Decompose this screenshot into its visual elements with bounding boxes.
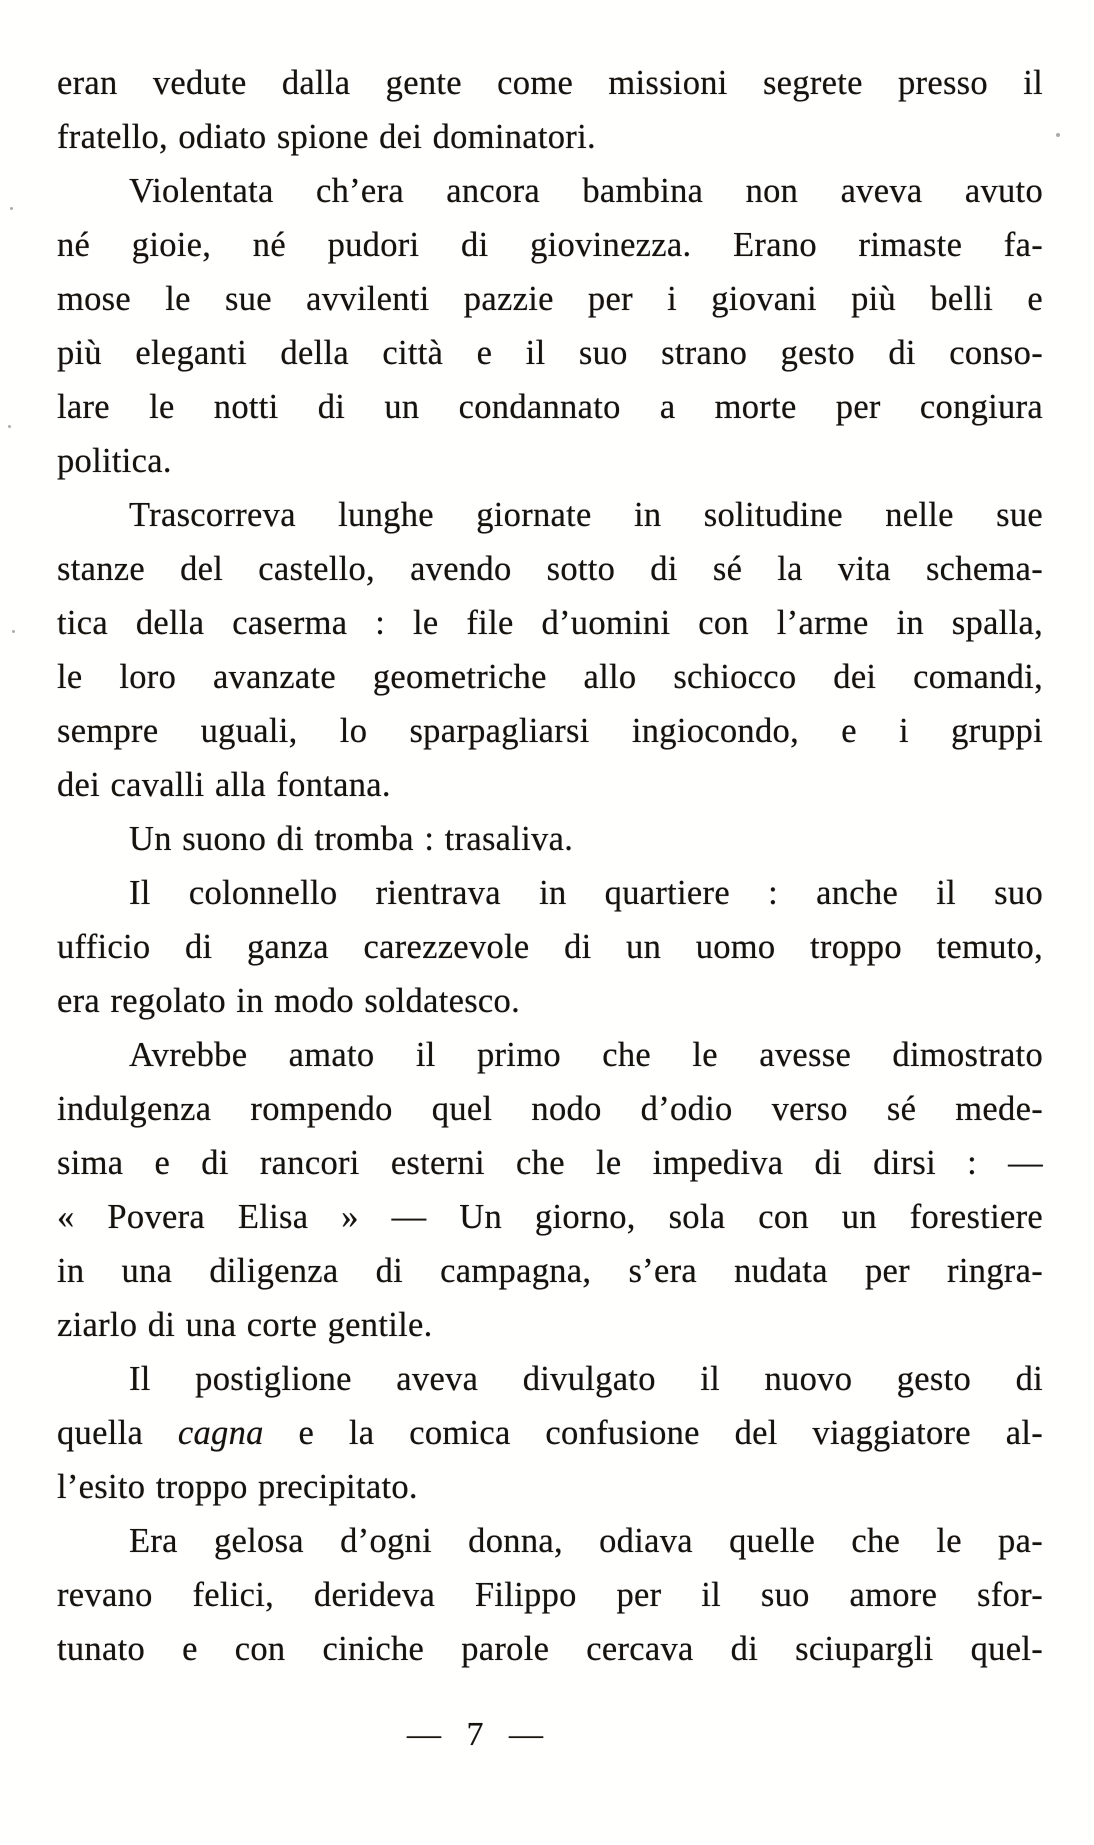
text-segment: Il colonnello rientrava in quartiere : anche il suo xyxy=(129,874,1043,912)
text-line xyxy=(57,974,1043,1028)
text-line xyxy=(57,866,1043,920)
text-segment: mose le sue avvilenti pazzie per i giovani più belli e xyxy=(57,280,1043,318)
text-segment: lare le notti di un condannato a morte per congiura xyxy=(57,388,1043,426)
text-segment: Il postiglione aveva divulgato il nuovo gesto di xyxy=(129,1360,1043,1398)
text-segment: tica della caserma : le file d’uomini con l’arme in spalla, xyxy=(57,604,1043,642)
text-line xyxy=(57,1298,1043,1352)
paragraph xyxy=(57,56,1043,164)
text-segment: ziarlo di una corte gentile. xyxy=(57,1306,433,1344)
text-segment: ufficio di ganza carezzevole di un uomo troppo temuto, xyxy=(57,928,1043,966)
paragraph xyxy=(57,1514,1043,1676)
page-footer xyxy=(57,1710,893,1760)
text-line xyxy=(57,1568,1043,1622)
text-segment: più eleganti della città e il suo strano gesto di conso- xyxy=(57,334,1043,372)
text-segment: Violentata ch’era ancora bambina non aveva avuto xyxy=(129,172,1043,210)
text-segment: Era gelosa d’ogni donna, odiava quelle che le pa- xyxy=(129,1522,1043,1560)
text-line xyxy=(57,1082,1043,1136)
text-line xyxy=(57,650,1043,704)
text-line xyxy=(57,1460,1043,1514)
text-line xyxy=(57,380,1043,434)
text-segment: sempre uguali, lo sparpagliarsi ingiocondo, e i gruppi xyxy=(57,712,1043,750)
text-segment: indulgenza rompendo quel nodo d’odio verso sé mede- xyxy=(57,1090,1043,1128)
text-segment: in una diligenza di campagna, s’era nudata per ringra- xyxy=(57,1252,1043,1290)
text-segment: e la comica confusione del viaggiatore al- xyxy=(263,1414,1043,1452)
text-line xyxy=(57,164,1043,218)
text-line xyxy=(57,596,1043,650)
text-line xyxy=(57,758,1043,812)
text-line xyxy=(57,920,1043,974)
text-line xyxy=(57,1406,1043,1460)
text-segment: né gioie, né pudori di giovinezza. Erano rimaste fa- xyxy=(57,226,1043,264)
text-segment: Avrebbe amato il primo che le avesse dimostrato xyxy=(129,1036,1043,1074)
text-line xyxy=(57,1514,1043,1568)
text-segment: fratello, odiato spione dei dominatori. xyxy=(57,118,596,156)
text-line xyxy=(57,434,1043,488)
paragraph xyxy=(57,866,1043,1028)
text-segment: stanze del castello, avendo sotto di sé la vita schema- xyxy=(57,550,1043,588)
italic-word: cagna xyxy=(177,1414,264,1452)
text-segment: era regolato in modo soldatesco. xyxy=(57,982,521,1020)
paragraph xyxy=(57,164,1043,488)
text-block xyxy=(57,56,1043,1676)
paragraph xyxy=(57,1028,1043,1352)
text-line xyxy=(57,704,1043,758)
text-line xyxy=(57,1352,1043,1406)
text-line xyxy=(57,1244,1043,1298)
text-segment: Trascorreva lunghe giornate in solitudine nelle sue xyxy=(129,496,1043,534)
text-line xyxy=(57,56,1043,110)
text-line xyxy=(57,1190,1043,1244)
text-line xyxy=(57,272,1043,326)
paragraph xyxy=(57,1352,1043,1514)
scan-speck xyxy=(12,630,15,633)
scan-speck xyxy=(1056,133,1060,137)
text-line xyxy=(57,218,1043,272)
text-segment: quella xyxy=(57,1414,178,1452)
scan-speck xyxy=(8,425,11,428)
text-segment: politica. xyxy=(57,442,172,480)
text-segment: eran vedute dalla gente come missioni segrete presso il xyxy=(57,64,1043,102)
text-segment: sima e di rancori esterni che le impediva di dirsi : — xyxy=(57,1144,1043,1182)
text-segment: « Povera Elisa » — Un giorno, sola con un forestiere xyxy=(57,1198,1043,1236)
text-line xyxy=(57,1136,1043,1190)
text-segment: le loro avanzate geometriche allo schiocco dei comandi, xyxy=(57,658,1043,696)
page-number: — 7 — xyxy=(407,1716,543,1753)
scan-speck xyxy=(10,207,13,210)
text-line xyxy=(57,110,1043,164)
text-segment: dei cavalli alla fontana. xyxy=(57,766,391,804)
text-line xyxy=(57,488,1043,542)
text-line xyxy=(57,326,1043,380)
text-line xyxy=(57,812,1043,866)
text-segment: Un suono di tromba : trasaliva. xyxy=(129,820,574,858)
text-segment: tunato e con ciniche parole cercava di sciupargli quel- xyxy=(57,1630,1043,1668)
text-line xyxy=(57,542,1043,596)
paragraph xyxy=(57,488,1043,812)
text-line xyxy=(57,1622,1043,1676)
text-segment: l’esito troppo precipitato. xyxy=(57,1468,418,1506)
paragraph xyxy=(57,812,1043,866)
text-segment: revano felici, derideva Filippo per il suo amore sfor- xyxy=(57,1576,1043,1614)
text-line xyxy=(57,1028,1043,1082)
